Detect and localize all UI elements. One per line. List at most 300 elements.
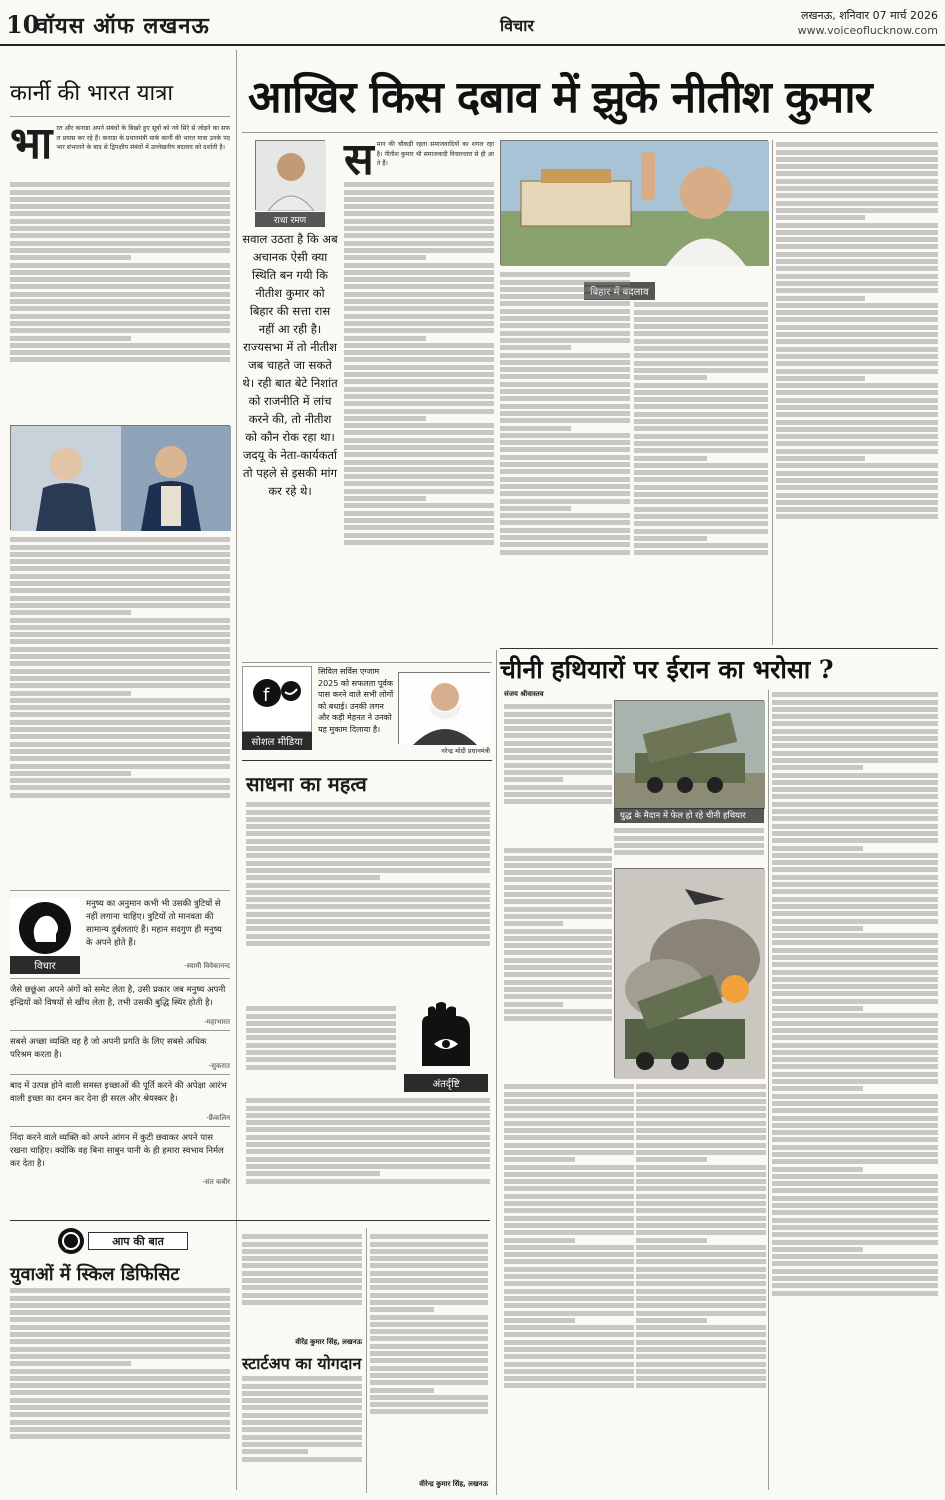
- text-line: [772, 1225, 938, 1230]
- text-line: [500, 345, 571, 350]
- whatsapp-icon: [58, 1228, 84, 1254]
- text-line: [772, 707, 938, 712]
- text-line: [370, 1271, 488, 1276]
- text-line: [500, 491, 630, 496]
- text-line: [772, 1116, 938, 1121]
- section-title: विचार: [500, 16, 534, 35]
- vichar-quote-2: जैसे छछूंआ अपने अंगों को समेट लेता है, उसी प्रकार जब मनुष्य अपनी इन्द्रियों को विषयों से खींच लेता है, तभी उसकी बुद्धि स्थिर होती है।: [10, 985, 226, 1008]
- text-line: [504, 733, 612, 738]
- text-line: [10, 749, 230, 754]
- text-line: [634, 426, 768, 431]
- text-line: [242, 1242, 362, 1247]
- main-article-lead-block: [344, 134, 494, 185]
- text-line: [504, 1092, 634, 1097]
- text-line: [10, 233, 230, 238]
- text-line: [504, 1002, 563, 1007]
- text-line: [370, 1278, 488, 1283]
- text-line: [634, 419, 768, 424]
- text-line: [504, 1230, 634, 1235]
- text-line: [776, 142, 938, 147]
- text-line: [242, 1420, 362, 1425]
- text-line: [500, 389, 630, 394]
- text-line: [504, 712, 612, 717]
- text-line: [504, 792, 612, 797]
- text-line: [504, 892, 612, 897]
- text-line: [772, 773, 938, 778]
- text-line: [500, 272, 630, 277]
- text-line: [634, 339, 768, 344]
- text-line: [776, 215, 865, 220]
- text-line: [10, 1310, 230, 1315]
- text-line: [772, 977, 938, 982]
- text-line: [10, 292, 230, 297]
- text-line: [504, 1245, 634, 1250]
- text-line: [772, 1167, 863, 1172]
- text-line: [772, 714, 938, 719]
- text-line: [504, 936, 612, 941]
- text-line: [246, 941, 490, 946]
- text-line: [614, 828, 764, 833]
- text-line: [634, 310, 768, 315]
- paper-name: वॉयस ऑफ लखनऊ: [36, 13, 210, 39]
- text-line: [504, 1238, 575, 1243]
- text-line: [504, 704, 612, 709]
- sadhna-body-3: [246, 1096, 490, 1212]
- text-line: [500, 280, 630, 285]
- text-line: [636, 1230, 766, 1235]
- text-line: [636, 1150, 766, 1155]
- text-line: [370, 1285, 488, 1290]
- text-line: [370, 1395, 488, 1400]
- text-line: [246, 831, 490, 836]
- text-line: [636, 1267, 766, 1272]
- text-line: [10, 610, 131, 615]
- text-line: [10, 1376, 230, 1381]
- text-line: [246, 1014, 396, 1019]
- text-line: [772, 889, 938, 894]
- text-line: [636, 1252, 766, 1257]
- text-line: [370, 1380, 488, 1385]
- text-line: [246, 904, 490, 909]
- text-line: [370, 1388, 434, 1393]
- text-line: [636, 1223, 766, 1228]
- text-line: [344, 306, 494, 311]
- text-line: [634, 317, 768, 322]
- text-line: [634, 375, 707, 380]
- website-url[interactable]: www.voiceoflucknow.com: [797, 24, 938, 37]
- text-line: [10, 785, 230, 790]
- text-line: [246, 883, 490, 888]
- text-line: [242, 1234, 362, 1239]
- text-line: [504, 929, 612, 934]
- text-line: [504, 1157, 575, 1162]
- text-line: [344, 226, 494, 231]
- vichar-label: विचार: [10, 956, 80, 974]
- text-line: [246, 934, 490, 939]
- text-line: [500, 353, 630, 358]
- text-line: [634, 477, 768, 482]
- text-line: [776, 171, 938, 176]
- nitish-kumar-photo: [500, 140, 768, 265]
- text-line: [772, 838, 938, 843]
- text-line: [776, 208, 938, 213]
- text-line: [246, 1135, 490, 1140]
- text-line: [636, 1135, 766, 1140]
- text-line: [772, 882, 938, 887]
- text-line: [634, 521, 768, 526]
- vichar-quote-2-attribution: -महाभारत: [204, 1018, 230, 1026]
- text-line: [504, 719, 612, 724]
- iran-article-body-4: [504, 846, 612, 1081]
- text-line: [772, 1086, 863, 1091]
- text-line: [634, 529, 768, 534]
- byline-block: [242, 140, 338, 227]
- text-line: [10, 328, 230, 333]
- text-line: [500, 506, 571, 511]
- text-line: [344, 190, 494, 195]
- text-line: [10, 698, 230, 703]
- sadhna-body-1: [246, 800, 490, 1000]
- text-line: [10, 618, 230, 623]
- text-line: [500, 287, 630, 292]
- text-line: [772, 948, 938, 953]
- text-line: [776, 456, 865, 461]
- text-line: [344, 511, 494, 516]
- text-line: [10, 1288, 230, 1293]
- text-line: [636, 1281, 766, 1286]
- text-line: [636, 1106, 766, 1111]
- text-line: [370, 1366, 488, 1371]
- text-line: [772, 970, 938, 975]
- text-line: [246, 919, 490, 924]
- text-line: [634, 302, 768, 307]
- text-line: [504, 943, 612, 948]
- text-line: [344, 540, 494, 545]
- text-line: [344, 430, 494, 435]
- text-line: [636, 1274, 766, 1279]
- text-line: [504, 914, 612, 919]
- left-article-lead: रत और कनाडा अपने संबंधों के बिखरे हुए सूत्रों को नये सिरे से जोड़ने का सफल प्रयास कर रहे हैं। कनाडा के प्रधानमंत्री मार्क कार्नी की भारत यात्रा उनके पदभार संभालने के बाद से द्विपक्षीय संबंधों में उल्लेखनीय बदलाव को दर्शाती है।: [56, 125, 230, 152]
- text-line: [242, 1278, 362, 1283]
- text-line: [776, 150, 938, 155]
- text-line: [242, 1285, 362, 1290]
- text-line: [634, 463, 768, 468]
- text-line: [10, 255, 131, 260]
- text-line: [776, 463, 938, 468]
- text-line: [246, 1098, 490, 1103]
- main-article-body-1: [344, 180, 494, 660]
- text-line: [504, 1201, 634, 1206]
- text-line: [772, 1013, 938, 1018]
- text-line: [242, 1384, 362, 1389]
- text-line: [246, 846, 490, 851]
- aap-ki-baat-byline-1: वीरेंद्र कुमार सिंह, लखनऊ: [295, 1338, 362, 1346]
- text-line: [504, 863, 612, 868]
- text-line: [776, 310, 938, 315]
- text-line: [500, 440, 630, 445]
- main-article-body-3: [634, 300, 768, 645]
- text-line: [776, 383, 938, 388]
- text-line: [772, 1094, 938, 1099]
- text-line: [504, 1179, 634, 1184]
- text-line: [504, 848, 612, 853]
- text-line: [344, 423, 494, 428]
- missile-photo-caption: युद्ध के मैदान में फेल हो रहे चीनी हथियार: [614, 808, 764, 823]
- text-line: [10, 676, 230, 681]
- text-line: [504, 1311, 634, 1316]
- text-line: [772, 1057, 938, 1062]
- text-line: [772, 1276, 938, 1281]
- text-line: [634, 543, 768, 548]
- text-line: [344, 438, 494, 443]
- text-line: [344, 474, 494, 479]
- text-line: [370, 1300, 488, 1305]
- text-line: [10, 647, 230, 652]
- text-line: [500, 418, 630, 423]
- text-line: [776, 237, 938, 242]
- text-line: [776, 252, 938, 257]
- text-line: [504, 856, 612, 861]
- text-line: [776, 471, 938, 476]
- text-line: [242, 1256, 362, 1261]
- text-line: [344, 204, 494, 209]
- text-line: [344, 343, 494, 348]
- text-line: [500, 367, 630, 372]
- text-line: [634, 470, 768, 475]
- text-line: [246, 810, 490, 815]
- text-line: [10, 1303, 230, 1308]
- svg-text:f: f: [263, 685, 270, 706]
- text-line: [344, 277, 494, 282]
- text-line: [634, 404, 768, 409]
- text-line: [504, 1135, 634, 1140]
- text-line: [10, 793, 230, 798]
- text-line: [10, 306, 230, 311]
- text-line: [246, 1127, 490, 1132]
- text-line: [772, 1232, 938, 1237]
- text-line: [10, 182, 230, 187]
- vichar-quote-1: मनुष्य का अनुमान कभी भी उसकी त्रुटियों से नहीं लगाना चाहिए। त्रुटियों तो मानवता की सामान्य दुर्बलताएं हैं। महान सदगुण ही मनुष्य के अपने होते हैं।: [86, 899, 222, 948]
- text-line: [504, 726, 612, 731]
- text-line: [776, 427, 938, 432]
- text-line: [10, 691, 131, 696]
- text-line: [634, 368, 768, 373]
- text-line: [772, 1159, 938, 1164]
- text-line: [772, 824, 938, 829]
- iran-article-body-5: [504, 1082, 634, 1492]
- text-line: [344, 387, 494, 392]
- text-line: [504, 1150, 634, 1155]
- text-line: [10, 270, 230, 275]
- text-line: [344, 467, 494, 472]
- text-line: [10, 683, 230, 688]
- text-line: [636, 1113, 766, 1118]
- text-line: [636, 1092, 766, 1097]
- text-line: [772, 692, 938, 697]
- text-line: [504, 1369, 634, 1374]
- text-line: [10, 537, 230, 542]
- text-line: [776, 157, 938, 162]
- text-line: [246, 1164, 490, 1169]
- text-line: [776, 449, 938, 454]
- text-line: [10, 336, 131, 341]
- text-line: [776, 193, 938, 198]
- text-line: [772, 1210, 938, 1215]
- text-line: [776, 223, 938, 228]
- text-line: [636, 1311, 766, 1316]
- text-line: [772, 743, 938, 748]
- text-line: [636, 1099, 766, 1104]
- text-line: [772, 1028, 938, 1033]
- iran-article-body-3: [772, 690, 938, 1490]
- iran-article-body-2: [614, 826, 764, 866]
- text-line: [10, 1332, 230, 1337]
- text-line: [246, 853, 490, 858]
- text-line: [504, 799, 612, 804]
- text-line: [10, 545, 230, 550]
- main-headline: आखिर किस दबाव में झुके नीतीश कुमार: [248, 72, 872, 123]
- text-line: [504, 777, 563, 782]
- text-line: [246, 875, 380, 880]
- text-line: [636, 1259, 766, 1264]
- text-line: [500, 469, 630, 474]
- text-line: [370, 1344, 488, 1349]
- text-line: [344, 328, 494, 333]
- text-line: [10, 552, 230, 557]
- text-line: [242, 1376, 362, 1381]
- text-line: [370, 1336, 488, 1341]
- text-line: [500, 447, 630, 452]
- text-line: [504, 1354, 634, 1359]
- text-line: [10, 734, 230, 739]
- text-line: [246, 1113, 490, 1118]
- text-line: [636, 1208, 766, 1213]
- text-line: [772, 1145, 938, 1150]
- text-line: [636, 1245, 766, 1250]
- page-number: 10: [6, 10, 40, 39]
- text-line: [772, 802, 938, 807]
- text-line: [772, 1130, 938, 1135]
- skill-deficit-body: [10, 1286, 230, 1491]
- text-line: [504, 1223, 634, 1228]
- text-line: [10, 559, 230, 564]
- text-line: [636, 1172, 766, 1177]
- text-line: [344, 394, 494, 399]
- text-line: [242, 1398, 362, 1403]
- text-line: [10, 566, 230, 571]
- iran-article-body-6: [636, 1082, 766, 1492]
- text-line: [344, 481, 494, 486]
- text-line: [344, 503, 494, 508]
- text-line: [504, 1172, 634, 1177]
- text-line: [634, 397, 768, 402]
- text-line: [776, 317, 938, 322]
- text-line: [636, 1296, 766, 1301]
- text-line: [10, 639, 230, 644]
- text-line: [246, 926, 490, 931]
- text-line: [242, 1271, 362, 1276]
- text-line: [10, 1347, 230, 1352]
- text-line: [504, 907, 612, 912]
- text-line: [504, 980, 612, 985]
- text-line: [636, 1332, 766, 1337]
- text-line: [634, 353, 768, 358]
- text-line: [344, 365, 494, 370]
- text-line: [504, 1281, 634, 1286]
- text-line: [776, 493, 938, 498]
- text-line: [500, 513, 630, 518]
- text-line: [10, 625, 230, 630]
- text-line: [772, 991, 938, 996]
- text-line: [242, 1449, 308, 1454]
- text-line: [772, 1218, 938, 1223]
- text-line: [504, 1325, 634, 1330]
- text-line: [10, 603, 230, 608]
- text-line: [636, 1194, 766, 1199]
- text-line: [772, 962, 938, 967]
- text-line: [10, 1369, 230, 1374]
- text-line: [344, 314, 494, 319]
- carney-modi-photo: [10, 425, 230, 530]
- text-line: [504, 972, 612, 977]
- text-line: [344, 496, 426, 501]
- text-line: [772, 1108, 938, 1113]
- text-line: [500, 338, 630, 343]
- text-line: [504, 1318, 575, 1323]
- text-line: [634, 514, 768, 519]
- main-article-body-2: [500, 270, 630, 645]
- text-line: [246, 1179, 490, 1184]
- text-line: [504, 877, 612, 882]
- text-line: [504, 1274, 634, 1279]
- text-line: [344, 350, 494, 355]
- text-line: [370, 1256, 488, 1261]
- text-line: [344, 460, 494, 465]
- text-line: [10, 1434, 230, 1439]
- text-line: [772, 758, 938, 763]
- text-line: [776, 325, 938, 330]
- text-line: [772, 816, 938, 821]
- text-line: [504, 921, 563, 926]
- text-line: [772, 1152, 938, 1157]
- author-name: राधा रमण: [255, 212, 325, 227]
- text-line: [10, 219, 230, 224]
- text-line: [500, 316, 630, 321]
- text-line: [772, 1174, 938, 1179]
- vichar-quote-3-attribution: -सुकरात: [208, 1062, 230, 1070]
- text-line: [10, 669, 230, 674]
- text-line: [500, 528, 630, 533]
- twitter-icon: [281, 681, 301, 701]
- text-line: [500, 301, 630, 306]
- text-line: [10, 343, 230, 348]
- text-line: [776, 441, 938, 446]
- left-article-lead-block: [10, 118, 230, 169]
- text-line: [500, 462, 630, 467]
- text-line: [772, 1247, 863, 1252]
- text-line: [772, 700, 938, 705]
- text-line: [242, 1293, 362, 1298]
- text-line: [10, 1390, 230, 1395]
- text-line: [772, 999, 938, 1004]
- text-line: [246, 1028, 396, 1033]
- text-line: [772, 940, 938, 945]
- text-line: [772, 787, 938, 792]
- text-line: [10, 581, 230, 586]
- text-line: [776, 164, 938, 169]
- text-line: [504, 994, 612, 999]
- text-line: [10, 771, 131, 776]
